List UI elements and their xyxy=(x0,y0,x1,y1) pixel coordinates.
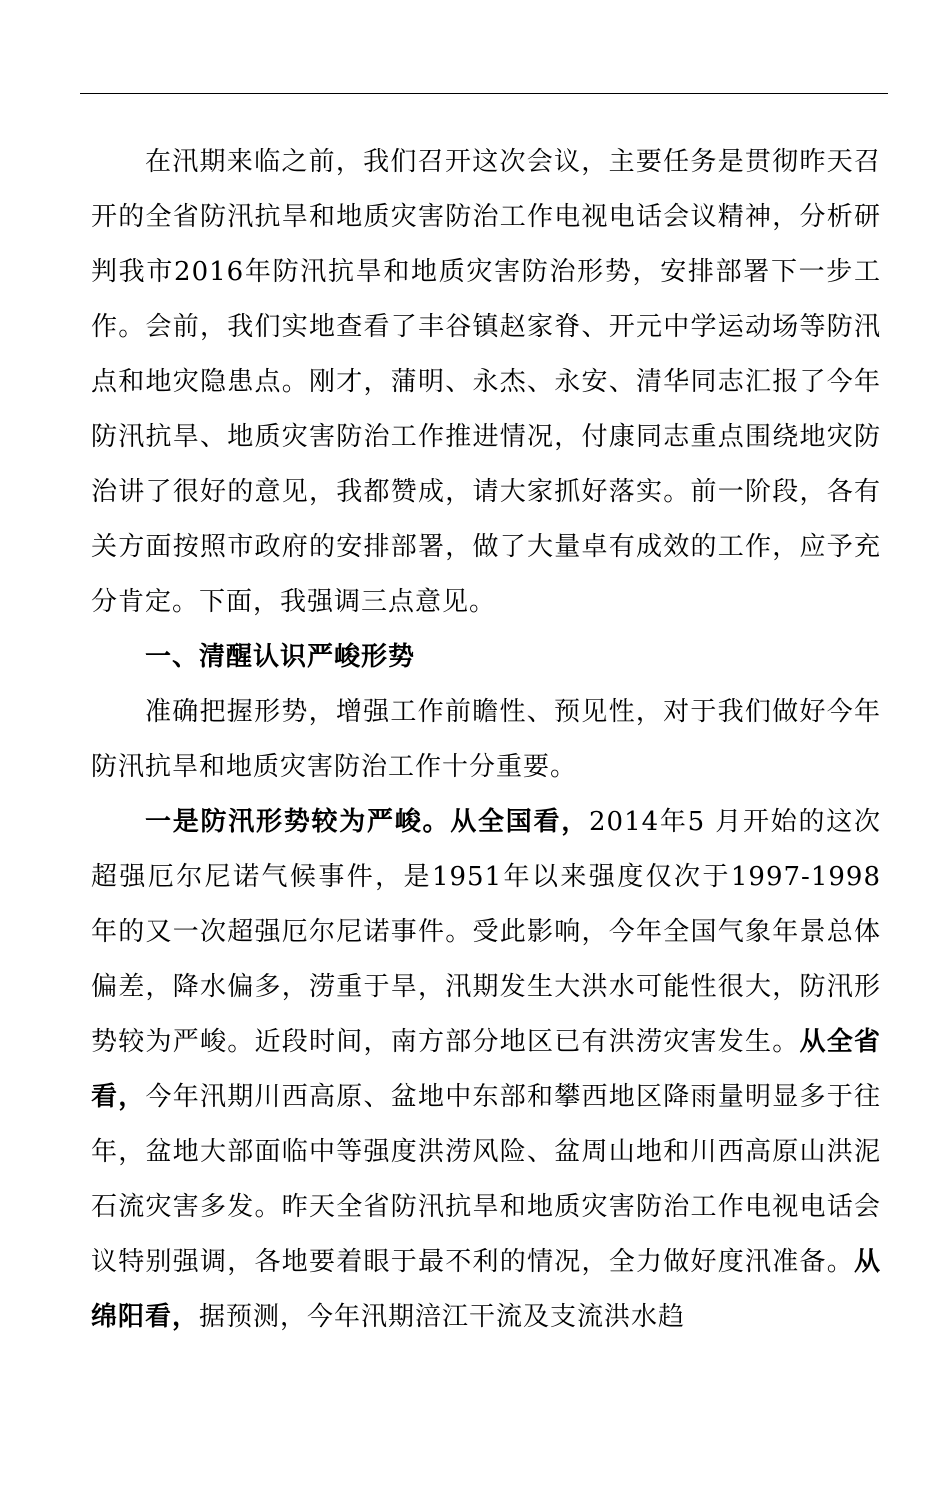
paragraph-intro: 在汛期来临之前，我们召开这次会议，主要任务是贯彻昨天召开的全省防汛抗旱和地质灾害防治工作电视电话会议精神，分析研判我市2016年防汛抗旱和地质灾害防治形势，安排部署下一步工作。会前，我们实地查看了丰谷镇赵家脊、开元中学运动场等防汛点和地灾隐患点。刚才，蒲明、永杰、永安、清华同志汇报了今年防汛抗旱、地质灾害防治工作推进情况，付康同志重点围绕地灾防治讲了很好的意见，我都赞成，请大家抓好落实。前一阶段，各有关方面按照市政府的安排部署，做了大量卓有成效的工作，应予充分肯定。下面，我强调三点意见。 xyxy=(91,147,881,617)
bold-lead-national: 一是防汛形势较为严峻。从全国看， xyxy=(145,807,590,837)
bold-lead-city: 从绵阳看， xyxy=(91,1247,881,1332)
header-rule xyxy=(80,93,888,94)
text-city: 据预测，今年汛期涪江干流及支流洪水趋 xyxy=(199,1302,686,1332)
paragraph-situation: 准确把握形势，增强工作前瞻性、预见性，对于我们做好今年防汛抗旱和地质灾害防治工作十分重要。 xyxy=(91,697,881,782)
text-national: 2014年5 月开始的这次超强厄尔尼诺气候事件，是1951年以来强度仅次于1997-1998 年的又一次超强厄尔尼诺事件。受此影响，今年全国气象年景总体偏差，降水偏多，涝重于旱，汛期发生大洪水可能性很大，防汛形势较为严峻。近段时间，南方部分地区已有洪涝灾害发生。 xyxy=(91,807,881,1057)
section-heading: 一、清醒认识严峻形势 xyxy=(145,642,416,672)
paragraph-flood-situation xyxy=(91,795,881,1345)
text-province: 今年汛期川西高原、盆地中东部和攀西地区降雨量明显多于往年，盆地大部面临中等强度洪涝风险、盆周山地和川西高原山洪泥石流灾害多发。昨天全省防汛抗旱和地质灾害防治工作电视电话会议特别强调，各地要着眼于最不利的情况，全力做好度汛准备。 xyxy=(91,1082,881,1277)
document-body xyxy=(91,135,881,1345)
bold-lead-province: 从全省看， xyxy=(91,1027,881,1112)
